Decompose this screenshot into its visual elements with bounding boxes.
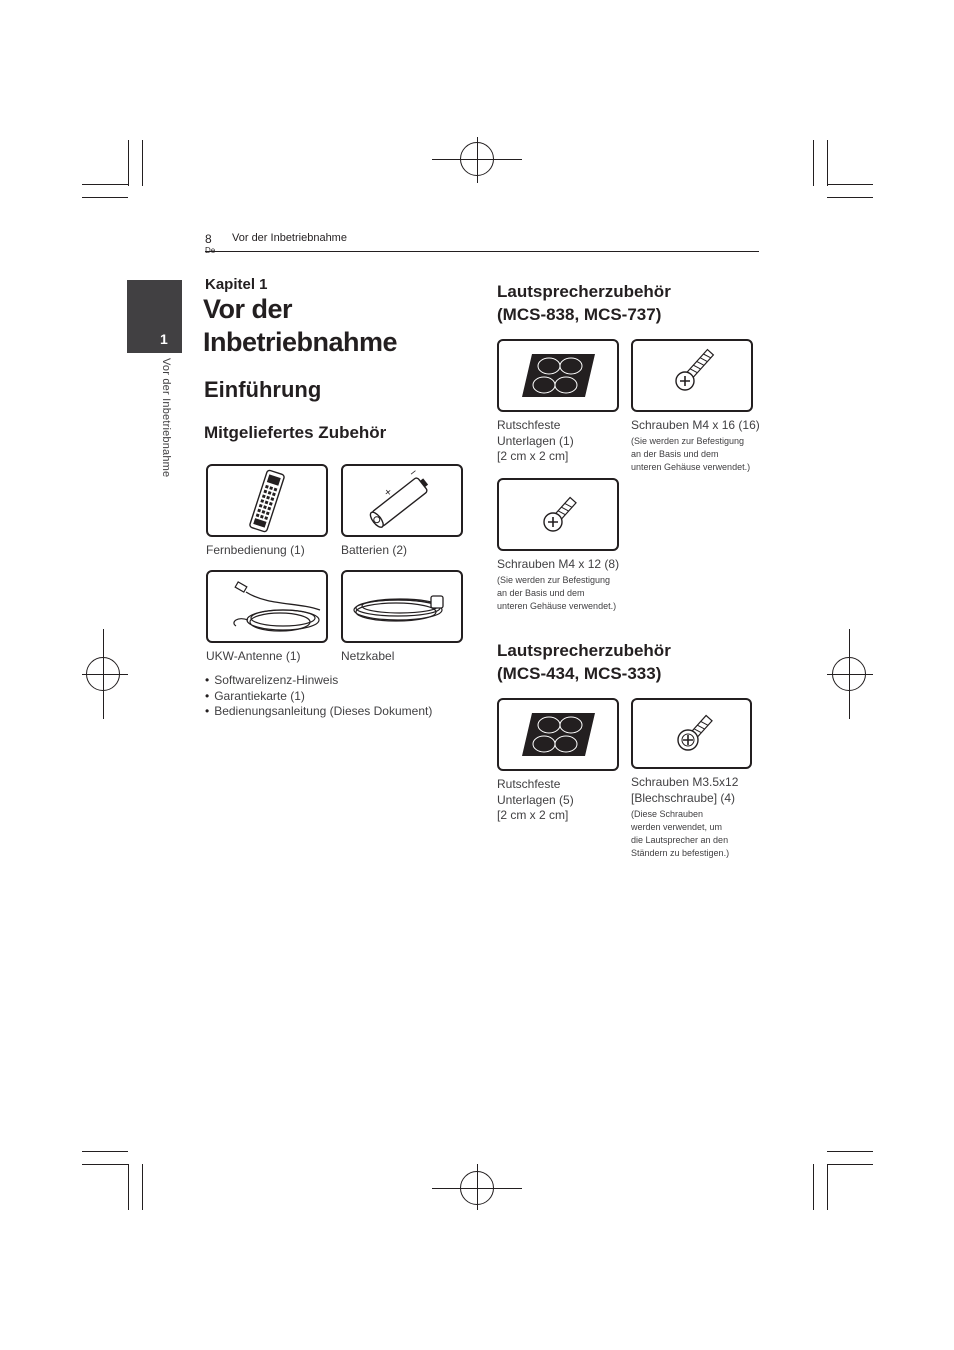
crop-mark	[142, 1164, 143, 1210]
subsection-heading	[497, 280, 671, 326]
note-line: (Sie werden zur Befestigung	[631, 436, 745, 446]
subsection-heading: Mitgeliefertes Zubehör	[204, 423, 387, 442]
note-line: an der Basis und dem	[497, 588, 585, 598]
page-number: 8	[205, 232, 212, 246]
registration-mark-icon	[460, 142, 494, 176]
registration-mark-icon	[86, 657, 120, 691]
caption-line: Unterlagen (5)	[497, 792, 574, 807]
accessory-caption: Schrauben M4 x 16 (16)	[631, 418, 760, 432]
list-item: • Garantiekarte (1)	[205, 689, 432, 705]
list-item: • Bedienungsanleitung (Dieses Dokument)	[205, 704, 432, 720]
accessory-note	[631, 808, 729, 860]
heading-line: Lautsprecherzubehör	[497, 282, 671, 301]
crop-mark	[82, 1151, 128, 1152]
crop-mark	[827, 1151, 873, 1152]
accessory-caption	[631, 775, 738, 806]
caption-line: [2 cm x 2 cm]	[497, 808, 569, 822]
crop-mark	[128, 1164, 129, 1210]
note-line: Ständern zu befestigen.)	[631, 848, 730, 858]
heading-line: (MCS-434, MCS-333)	[497, 664, 662, 683]
crop-mark	[827, 184, 873, 185]
chapter-tab-label: Vor der Inbetriebnahme	[160, 358, 172, 478]
crop-mark	[813, 140, 814, 186]
page-language: De	[205, 246, 216, 255]
registration-mark-icon	[460, 1171, 494, 1205]
supplied-documents-list	[205, 673, 432, 720]
chapter-title-line: Inbetriebnahme	[203, 327, 398, 357]
running-header-title: Vor der Inbetriebnahme	[232, 232, 347, 244]
fm-antenna-icon	[208, 572, 326, 641]
battery-icon	[343, 466, 461, 535]
heading-line: (MCS-838, MCS-737)	[497, 305, 662, 324]
accessory-image-frame	[206, 464, 328, 537]
note-line: unteren Gehäuse verwendet.)	[631, 462, 751, 472]
accessory-caption	[497, 418, 574, 465]
svg-text:−: −	[407, 466, 420, 480]
crop-mark	[82, 197, 128, 198]
note-line: unteren Gehäuse verwendet.)	[497, 601, 617, 611]
accessory-image-frame	[341, 570, 463, 643]
caption-line: Schrauben M3.5x12	[631, 775, 739, 789]
crop-mark	[827, 1164, 873, 1165]
accessory-image-frame	[341, 464, 463, 537]
screw-icon	[499, 480, 617, 549]
caption-line: Rutschfeste	[497, 418, 561, 432]
accessory-image-frame	[497, 478, 619, 551]
screw-icon	[633, 341, 751, 410]
caption-line: [2 cm x 2 cm]	[497, 449, 569, 463]
caption-line: Rutschfeste	[497, 777, 561, 791]
chapter-label: Kapitel 1	[205, 276, 268, 293]
accessory-image-frame	[631, 339, 753, 412]
caption-line: [Blechschraube] (4)	[631, 790, 736, 805]
note-line: werden verwendet, um	[631, 822, 723, 832]
section-heading: Einführung	[204, 377, 322, 402]
crop-mark	[82, 1164, 128, 1165]
non-slip-pads-icon	[499, 700, 617, 769]
chapter-side-tab	[127, 280, 182, 353]
subsection-heading	[497, 639, 671, 685]
caption-line: Unterlagen (1)	[497, 433, 574, 448]
non-slip-pads-icon	[499, 341, 617, 410]
note-line: (Diese Schrauben	[631, 809, 704, 819]
note-line: (Sie werden zur Befestigung	[497, 575, 611, 585]
note-line: an der Basis und dem	[631, 449, 719, 459]
crop-mark	[142, 140, 143, 186]
crop-mark	[827, 140, 828, 186]
chapter-tab-number: 1	[160, 331, 168, 347]
crop-mark	[82, 184, 128, 185]
accessory-caption: UKW-Antenne (1)	[206, 649, 301, 663]
chapter-title	[203, 293, 397, 359]
accessory-caption: Batterien (2)	[341, 543, 408, 557]
accessory-note	[631, 435, 750, 474]
accessory-note	[497, 574, 616, 613]
registration-mark-icon	[832, 657, 866, 691]
accessory-caption: Schrauben M4 x 12 (8)	[497, 557, 620, 571]
accessory-image-frame	[206, 570, 328, 643]
screw-icon	[633, 700, 750, 767]
crop-mark	[827, 197, 873, 198]
list-item: • Softwarelizenz-Hinweis	[205, 673, 432, 689]
accessory-image-frame	[631, 698, 752, 769]
accessory-caption: Netzkabel	[341, 649, 395, 663]
accessory-image-frame	[497, 698, 619, 771]
svg-text:+: +	[382, 486, 395, 500]
power-cable-icon	[343, 572, 461, 641]
crop-mark	[813, 1164, 814, 1210]
crop-mark	[128, 140, 129, 186]
page-header	[205, 232, 759, 255]
accessory-image-frame	[497, 339, 619, 412]
accessory-caption: Fernbedienung (1)	[206, 543, 305, 557]
note-line: die Lautsprecher an den	[631, 835, 729, 845]
crop-mark	[827, 1164, 828, 1210]
accessory-caption	[497, 777, 574, 824]
heading-line: Lautsprecherzubehör	[497, 641, 671, 660]
chapter-title-line: Vor der	[203, 294, 293, 324]
remote-control-icon	[208, 466, 326, 535]
